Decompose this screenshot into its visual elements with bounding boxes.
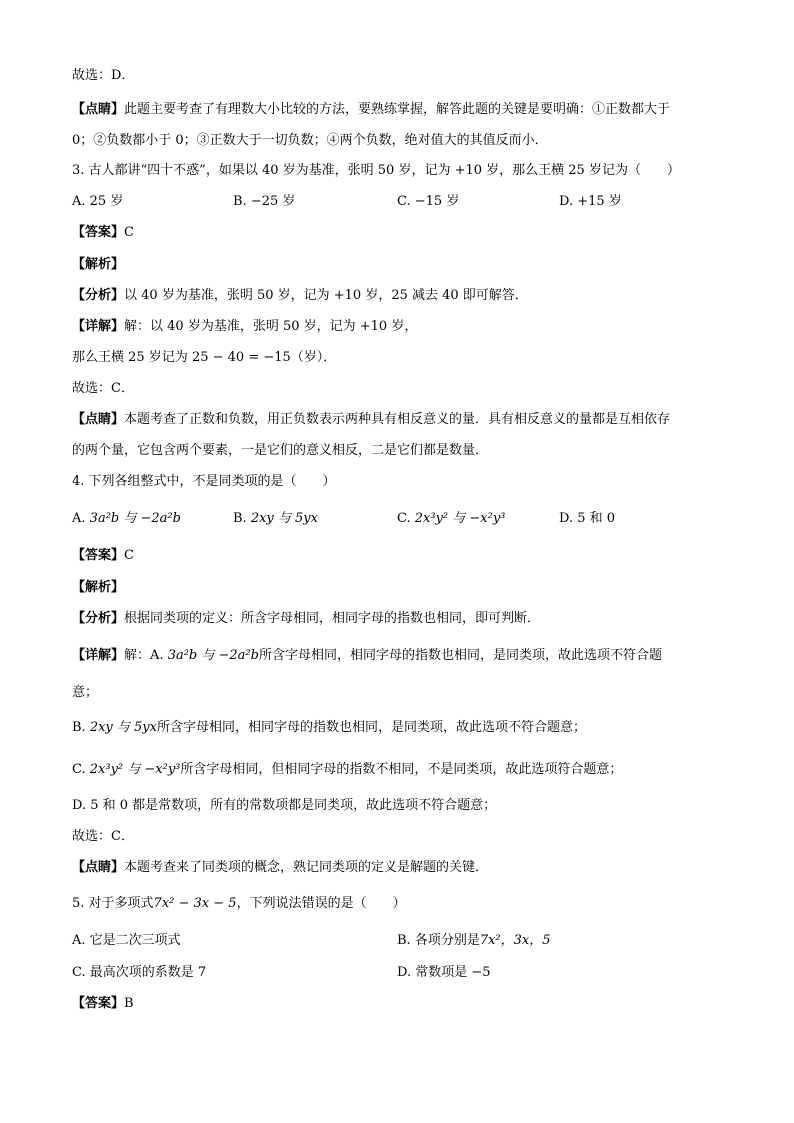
- xiangjie-3: [72, 319, 417, 335]
- xiangjie-4e: [72, 798, 496, 814]
- comment-text-2: 0；②负数都小于 0；③正数大于一切负数；④两个负数，绝对值大的其值反而小．: [72, 133, 548, 148]
- q5-option-b-label: B. 各项分别是: [397, 933, 480, 948]
- conclusion-line: [72, 68, 134, 84]
- q4-option-c-label: C.: [397, 511, 411, 526]
- conclusion-3-text: 故选：C．: [72, 381, 134, 396]
- xiangjie-4-tag: 【详解】: [72, 648, 125, 663]
- xiangjie-3b: [72, 350, 336, 366]
- xiangjie-4b: [72, 685, 98, 701]
- fenxi-4-tag: 【分析】: [72, 611, 125, 626]
- q5-option-d: D. 常数项是 −5: [397, 965, 491, 980]
- question-3-text: 3. 古人都讲“四十不惑”，如果以 40 岁为基准，张明 50 岁，记为 +10 岁，那么王横 25 岁记为（ ）: [72, 163, 680, 178]
- q4-option-a-label: A.: [72, 511, 86, 526]
- q4-option-c: [397, 511, 505, 527]
- question-5-pre: 5. 对于多项式: [72, 896, 154, 911]
- q4-option-b-label: B.: [233, 511, 247, 526]
- xiangjie-4-text: 所含字母相同，相同字母的指数也相同，是同类项，故此选项不符合题: [258, 648, 662, 663]
- answer-4-value: C: [124, 548, 134, 563]
- conclusion-3: [72, 381, 134, 397]
- comment-4-tag: 【点睛】: [72, 860, 125, 875]
- q3-option-b: B. −25 岁: [233, 194, 296, 209]
- comment-3b: [72, 443, 488, 459]
- comment-text: 此题主要考查了有理数大小比较的方法，要熟练掌握，解答此题的关键是要明确：①正数都大于: [124, 102, 671, 117]
- xiangjie-4: [72, 648, 662, 664]
- answer-4-tag: 【答案】: [72, 548, 125, 563]
- q3-option-a: A. 25 岁: [72, 194, 124, 209]
- question-4: [72, 474, 336, 490]
- comment-3: [72, 412, 670, 428]
- q4-option-a: [72, 511, 181, 527]
- answer-5-tag: 【答案】: [72, 996, 125, 1011]
- q4-option-d: D. 5 和 0: [559, 511, 616, 526]
- q5-option-a: A. 它是二次三项式: [72, 933, 181, 948]
- comment-4-text: 本题考查来了同类项的概念，熟记同类项的定义是解题的关键．: [124, 860, 489, 875]
- xiangjie-4c-math: 2xy 与 5yx: [89, 720, 157, 735]
- fenxi-text: 以 40 岁为基准，张明 50 岁，记为 +10 岁，25 减去 40 即可解答．: [124, 288, 528, 303]
- conclusion-4-text: 故选：C．: [72, 829, 134, 844]
- xiangjie-4c-text: 所含字母相同，相同字母的指数也相同，是同类项，故此选项不符合题意；: [157, 720, 587, 735]
- xiangjie-4d-text: 所含字母相同，但相同字母的指数不相同，不是同类项，故此选项符合题意；: [180, 762, 623, 777]
- q3-option-d: D. +15 岁: [559, 194, 622, 209]
- q5-option-c: C. 最高次项的系数是 7: [72, 965, 207, 980]
- comment-4: [72, 860, 488, 876]
- q5-option-b: [397, 933, 551, 949]
- xiangjie-4-pre: 解：A.: [124, 648, 164, 663]
- comment-3-text-2: 的两个量，它包含两个要素，一是它们的意义相反，二是它们都是数量．: [72, 443, 489, 458]
- xiangjie-4d-pre: C.: [72, 762, 86, 777]
- xiangjie-4c: [72, 720, 586, 736]
- comment-3-text: 本题考查了正数和负数，用正负数表示两种具有相反意义的量．具有相反意义的量都是互相依存: [124, 412, 671, 427]
- comment-line: [72, 102, 670, 118]
- xiangjie-tag: 【详解】: [72, 319, 125, 334]
- question-4-text: 4. 下列各组整式中，不是同类项的是（ ）: [72, 474, 336, 489]
- xiangjie-text: 解：以 40 岁为基准，张明 50 岁，记为 +10 岁，: [124, 319, 418, 334]
- xiangjie-4d: [72, 762, 622, 778]
- answer-tag: 【答案】: [72, 225, 125, 240]
- answer-5: [72, 996, 134, 1012]
- fenxi-4-text: 根据同类项的定义：所含字母相同，相同字母的指数也相同，即可判断．: [124, 611, 541, 626]
- comment-tag: 【点睛】: [72, 102, 125, 117]
- conclusion-text: 故选：D．: [72, 68, 135, 83]
- xiangjie-text-2: 那么王横 25 岁记为 25 − 40 = −15（岁）．: [72, 350, 337, 365]
- q5-option-b-math: 7x²，3x，5: [479, 933, 551, 948]
- fenxi-4: [72, 611, 540, 627]
- comment-3-tag: 【点睛】: [72, 412, 125, 427]
- fenxi-tag: 【分析】: [72, 288, 125, 303]
- fenxi-3: [72, 288, 528, 304]
- question-3: [72, 163, 680, 179]
- answer-value: C: [124, 225, 134, 240]
- analysis-tag: 【解析】: [72, 257, 125, 272]
- xiangjie-4-math: 3a²b 与 −2a²b: [167, 648, 259, 663]
- question-5: [72, 896, 406, 912]
- xiangjie-4e-text: D. 5 和 0 都是常数项，所有的常数项都是同类项，故此选项不符合题意；: [72, 798, 497, 813]
- analysis-3: [72, 257, 124, 273]
- q4-option-b-math: 2xy 与 5yx: [250, 511, 318, 526]
- answer-4: [72, 548, 134, 564]
- question-5-math: 7x² − 3x − 5: [153, 896, 237, 911]
- q4-option-c-math: 2x³y² 与 −x²y³: [414, 511, 506, 526]
- answer-3: [72, 225, 134, 241]
- answer-5-value: B: [124, 996, 134, 1011]
- analysis-4: [72, 580, 124, 596]
- xiangjie-4b-text: 意；: [72, 685, 99, 700]
- comment-line-2: [72, 133, 548, 149]
- q3-option-c: C. −15 岁: [397, 194, 460, 209]
- xiangjie-4d-math: 2x³y² 与 −x²y³: [89, 762, 181, 777]
- analysis-4-tag: 【解析】: [72, 580, 125, 595]
- q4-option-b: [233, 511, 318, 527]
- q4-option-a-math: 3a²b 与 −2a²b: [89, 511, 181, 526]
- conclusion-4: [72, 829, 134, 845]
- xiangjie-4c-pre: B.: [72, 720, 86, 735]
- question-5-post: ，下列说法错误的是（ ）: [236, 896, 406, 911]
